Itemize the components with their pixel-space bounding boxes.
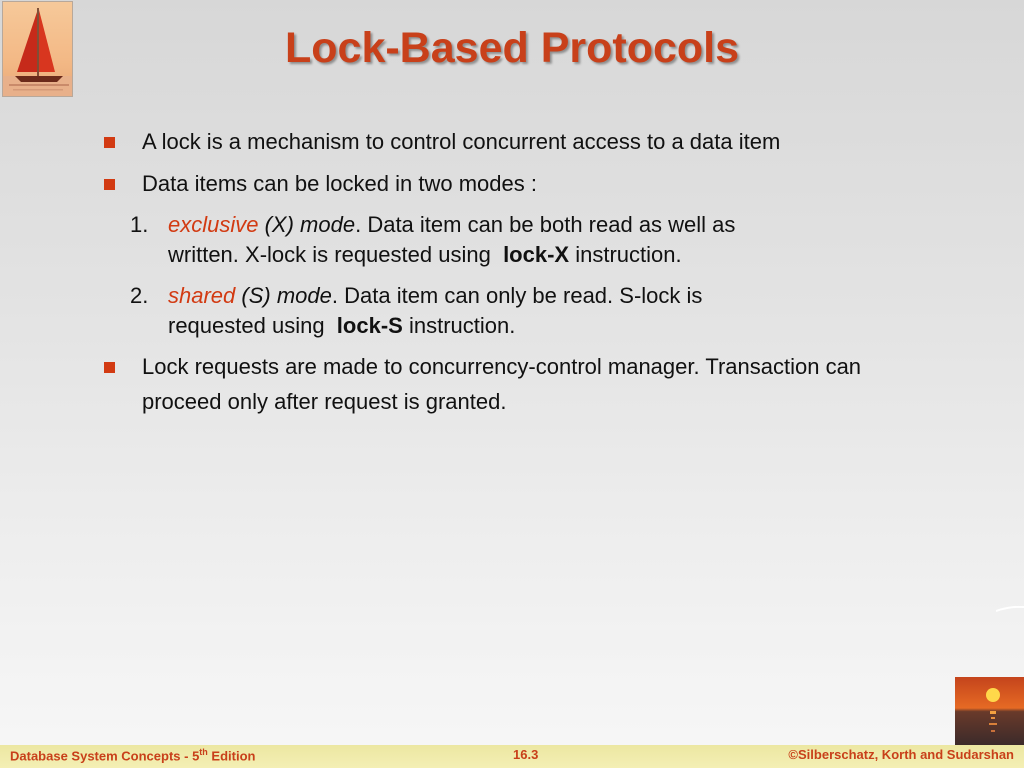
mode-description: [168, 281, 702, 311]
list-number: 2.: [130, 283, 149, 308]
bullet-text-line1: Lock requests are made to concurrency-control manager. Transaction can: [142, 354, 862, 379]
bullet-text-line2: proceed only after request is granted.: [142, 389, 507, 414]
sunset-icon: [955, 677, 1024, 746]
instruction-name: lock-X: [503, 242, 570, 267]
decorative-swoosh-icon: [996, 606, 1024, 612]
mode-desc-line2: requested using: [168, 313, 325, 338]
square-bullet-icon: [104, 137, 115, 148]
footer-book-title: Database System Concepts - 5th Edition: [10, 747, 256, 764]
bullet-text: Data items can be locked in two modes :: [142, 171, 537, 196]
list-number: 1.: [130, 212, 149, 237]
sunset-image: [955, 677, 1024, 746]
footer-page-number: 16.3: [513, 747, 539, 762]
mode-label: (S) mode: [241, 283, 332, 308]
mode-desc-line1: . Data item can be both read as well as: [355, 212, 736, 237]
instruction-name: lock-S: [336, 313, 403, 338]
mode-desc-line1: . Data item can only be read. S-lock is: [331, 283, 703, 308]
mode-desc-line2: written. X-lock is requested using: [168, 242, 491, 267]
mode-keyword: exclusive: [168, 212, 259, 237]
slide-title: Lock-Based Protocols: [285, 24, 739, 72]
square-bullet-icon: [104, 179, 115, 190]
square-bullet-icon: [104, 362, 115, 373]
mode-desc-suffix: instruction.: [408, 313, 516, 338]
mode-desc-suffix: instruction.: [575, 242, 682, 267]
mode-description: [168, 210, 735, 240]
mode-label: (X) mode: [264, 212, 356, 237]
mode-keyword: shared: [168, 283, 236, 308]
bullet-text: A lock is a mechanism to control concurrent access to a data item: [142, 129, 781, 154]
footer-copyright: ©Silberschatz, Korth and Sudarshan: [788, 747, 1014, 762]
